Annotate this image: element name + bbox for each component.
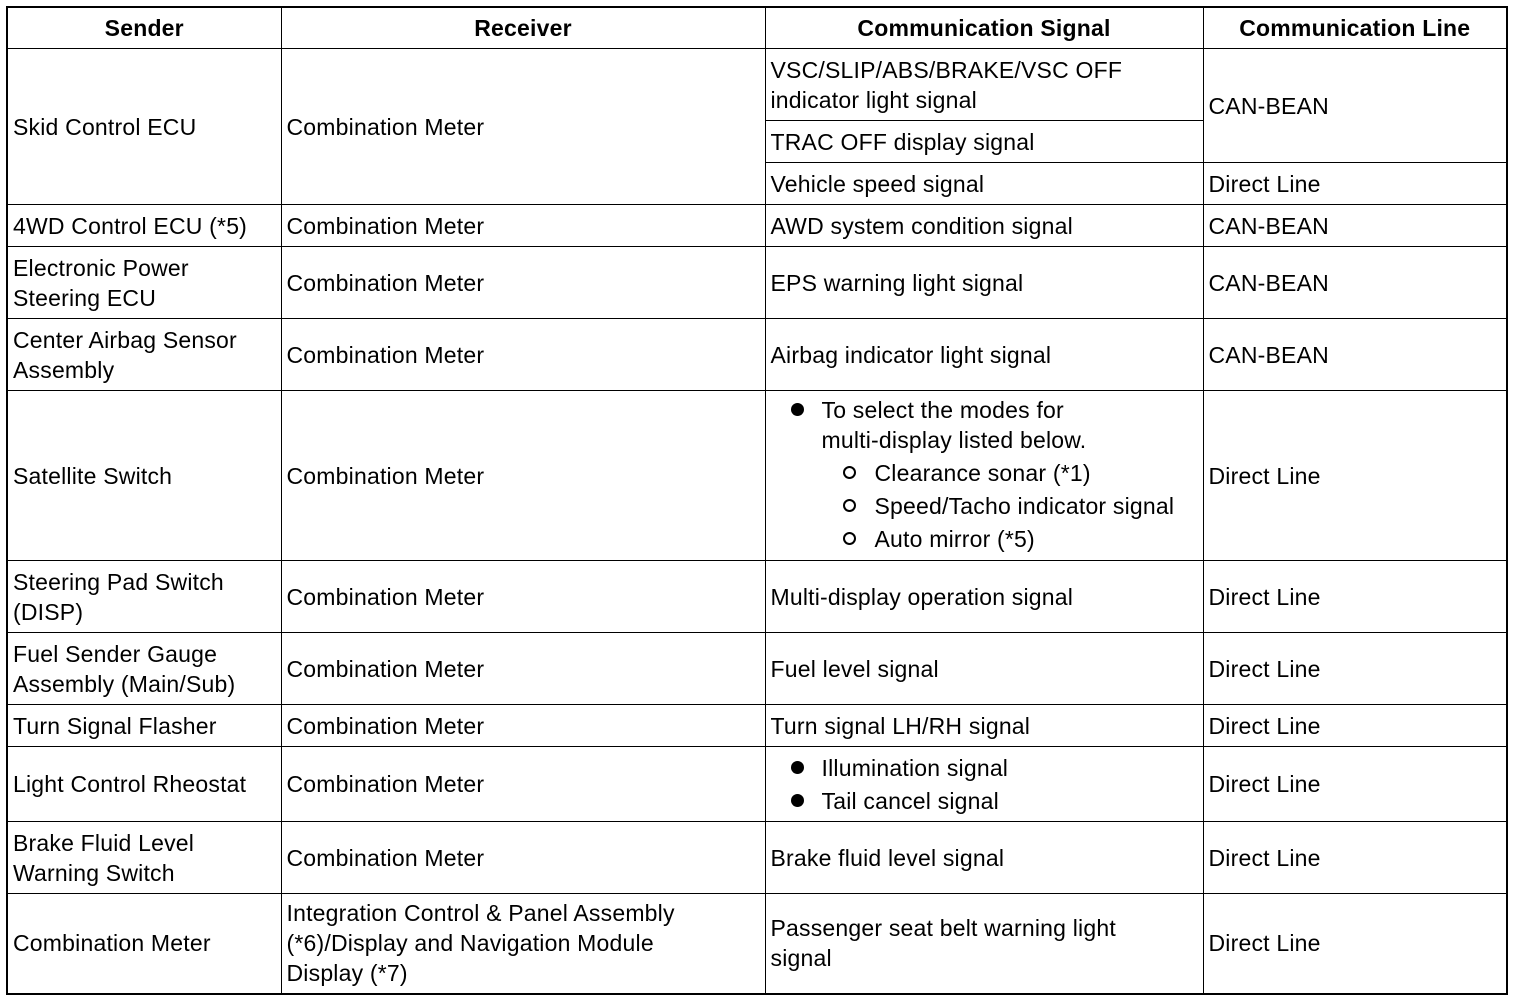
sub-bullet-text: Auto mirror (*5) bbox=[874, 526, 1035, 552]
receiver-cell: Combination Meter bbox=[281, 747, 765, 822]
signal-cell bbox=[765, 894, 1203, 994]
sub-bullet-item bbox=[771, 490, 1198, 523]
bullet-text: Tail cancel signal bbox=[821, 787, 999, 814]
bullet-text-line: To select the modes for bbox=[821, 397, 1064, 423]
line-text: CAN-BEAN bbox=[1208, 92, 1329, 119]
signal-cell bbox=[765, 49, 1203, 121]
receiver-cell: Combination Meter bbox=[281, 633, 765, 705]
receiver-cell: Combination Meter bbox=[281, 391, 765, 561]
signal-cell: Brake fluid level signal bbox=[765, 822, 1203, 894]
header-row bbox=[7, 7, 1507, 49]
sender-cell: Satellite Switch bbox=[7, 391, 281, 561]
signal-text: Passenger seat belt warning light bbox=[770, 915, 1116, 942]
table-row bbox=[7, 247, 1507, 319]
receiver-cell bbox=[281, 894, 765, 994]
signal-text: signal bbox=[770, 945, 832, 972]
receiver-cell: Combination Meter bbox=[281, 561, 765, 633]
table-row bbox=[7, 633, 1507, 705]
sender-text: Assembly bbox=[13, 356, 115, 383]
signal-cell bbox=[765, 163, 1203, 205]
bullet-item bbox=[771, 786, 1198, 816]
signal-cell: Airbag indicator light signal bbox=[765, 319, 1203, 391]
table-row bbox=[7, 319, 1507, 391]
line-cell: Direct Line bbox=[1203, 747, 1507, 822]
receiver-cell bbox=[281, 49, 765, 205]
receiver-text: Combination Meter bbox=[286, 113, 485, 140]
line-cell: Direct Line bbox=[1203, 705, 1507, 747]
sender-cell bbox=[7, 633, 281, 705]
receiver-cell: Combination Meter bbox=[281, 247, 765, 319]
table-row bbox=[7, 705, 1507, 747]
table-row bbox=[7, 822, 1507, 894]
sender-cell bbox=[7, 49, 281, 205]
communication-table bbox=[6, 6, 1508, 995]
sub-bullet-item bbox=[771, 523, 1198, 556]
bullet-text bbox=[822, 395, 1087, 455]
table-row bbox=[7, 49, 1507, 121]
table-row bbox=[7, 894, 1507, 994]
sender-cell: Turn Signal Flasher bbox=[7, 705, 281, 747]
line-cell: Direct Line bbox=[1203, 391, 1507, 561]
table-row bbox=[7, 205, 1507, 247]
line-cell bbox=[1203, 163, 1507, 205]
receiver-cell: Combination Meter bbox=[281, 705, 765, 747]
signal-text: indicator light signal bbox=[770, 86, 977, 113]
receiver-cell: Combination Meter bbox=[281, 205, 765, 247]
sender-text: Fuel Sender Gauge bbox=[13, 640, 218, 667]
sender-text: (DISP) bbox=[13, 598, 84, 625]
table-row bbox=[7, 561, 1507, 633]
sender-text: Steering Pad Switch bbox=[13, 568, 224, 595]
receiver-text: Integration Control & Panel Assembly bbox=[286, 900, 675, 927]
header-line: Communication Line bbox=[1203, 7, 1507, 49]
sender-cell bbox=[7, 822, 281, 894]
line-cell bbox=[1203, 49, 1507, 163]
signal-cell: Fuel level signal bbox=[765, 633, 1203, 705]
receiver-text: (*6)/Display and Navigation Module bbox=[286, 930, 654, 957]
bullet-dot-icon bbox=[791, 794, 804, 807]
signal-cell: AWD system condition signal bbox=[765, 205, 1203, 247]
bullet-item bbox=[771, 753, 1198, 783]
signal-text: Vehicle speed signal bbox=[770, 170, 985, 197]
bullet-dot-icon bbox=[791, 403, 804, 416]
bullet-dot-icon bbox=[791, 761, 804, 774]
sender-text: Warning Switch bbox=[13, 859, 175, 886]
signal-cell bbox=[765, 391, 1203, 561]
receiver-cell: Combination Meter bbox=[281, 822, 765, 894]
signal-cell bbox=[765, 121, 1203, 163]
sub-bullet-text: Speed/Tacho indicator signal bbox=[874, 493, 1175, 519]
line-cell: CAN-BEAN bbox=[1203, 247, 1507, 319]
bullet-circle-icon bbox=[843, 466, 856, 479]
signal-cell: Multi-display operation signal bbox=[765, 561, 1203, 633]
sender-text: Assembly (Main/Sub) bbox=[13, 670, 236, 697]
bullet-item bbox=[771, 395, 1198, 455]
signal-cell: Turn signal LH/RH signal bbox=[765, 705, 1203, 747]
sender-cell bbox=[7, 561, 281, 633]
sender-cell: 4WD Control ECU (*5) bbox=[7, 205, 281, 247]
bullet-text: Illumination signal bbox=[821, 754, 1009, 781]
sub-bullet-item bbox=[771, 457, 1198, 490]
table-row bbox=[7, 747, 1507, 822]
line-cell: Direct Line bbox=[1203, 561, 1507, 633]
bullet-circle-icon bbox=[843, 499, 856, 512]
signal-text: VSC/SLIP/ABS/BRAKE/VSC OFF bbox=[770, 56, 1123, 83]
sender-text: Skid Control ECU bbox=[13, 113, 197, 140]
sender-text: Electronic Power bbox=[13, 254, 189, 281]
sender-text: Center Airbag Sensor bbox=[13, 326, 237, 353]
sender-cell bbox=[7, 319, 281, 391]
header-sender: Sender bbox=[7, 7, 281, 49]
signal-cell bbox=[765, 747, 1203, 822]
signal-text: TRAC OFF display signal bbox=[770, 128, 1035, 155]
sender-cell: Combination Meter bbox=[7, 894, 281, 994]
sub-bullet-list bbox=[771, 457, 1198, 556]
line-cell: CAN-BEAN bbox=[1203, 319, 1507, 391]
bullet-text-line: multi-display listed below. bbox=[821, 427, 1087, 453]
sender-cell: Light Control Rheostat bbox=[7, 747, 281, 822]
sub-bullet-text: Clearance sonar (*1) bbox=[874, 460, 1091, 486]
receiver-text: Display (*7) bbox=[286, 960, 408, 987]
bullet-circle-icon bbox=[843, 532, 856, 545]
line-cell: Direct Line bbox=[1203, 633, 1507, 705]
line-cell: Direct Line bbox=[1203, 822, 1507, 894]
signal-cell: EPS warning light signal bbox=[765, 247, 1203, 319]
sender-text: Steering ECU bbox=[13, 284, 157, 311]
sender-cell bbox=[7, 247, 281, 319]
line-text: Direct Line bbox=[1208, 170, 1321, 197]
line-cell: CAN-BEAN bbox=[1203, 205, 1507, 247]
signal-table-wrapper bbox=[6, 6, 1508, 995]
line-cell: Direct Line bbox=[1203, 894, 1507, 994]
receiver-cell: Combination Meter bbox=[281, 319, 765, 391]
header-signal: Communication Signal bbox=[765, 7, 1203, 49]
sender-text: Brake Fluid Level bbox=[13, 829, 195, 856]
header-receiver: Receiver bbox=[281, 7, 765, 49]
table-row bbox=[7, 391, 1507, 561]
